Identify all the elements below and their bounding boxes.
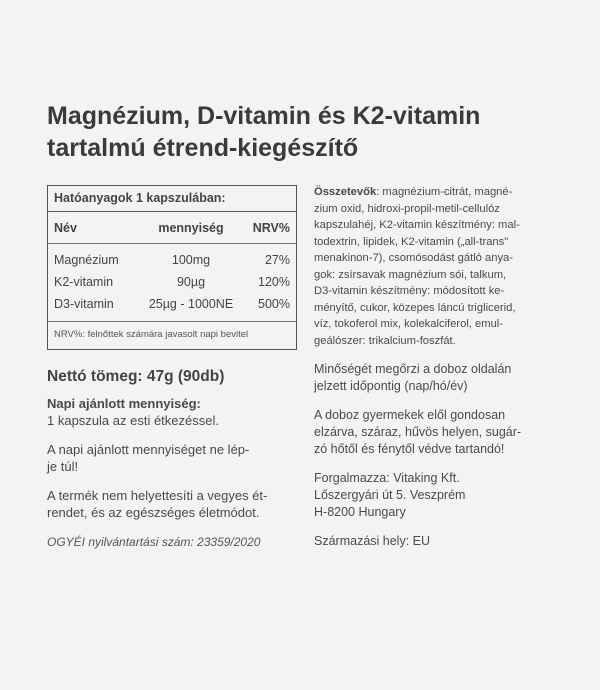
ingredients-line: ményítő, cukor, közepes láncú triglicerid, xyxy=(314,301,516,314)
right-column xyxy=(314,184,559,550)
dose-warning xyxy=(47,441,299,475)
ingredients-line: geálószer: trikalcium-foszfát. xyxy=(314,334,456,347)
dose-warning-line-2: je túl! xyxy=(47,459,79,474)
dose-warning-line-1: A napi ajánlott mennyiséget ne lép- xyxy=(47,442,250,457)
diet-warning-line-2: rendet, és az egészséges életmódot. xyxy=(47,505,260,520)
table-row xyxy=(48,249,296,271)
storage-instructions xyxy=(314,407,559,458)
left-column xyxy=(47,185,299,549)
cell-name: Magnézium xyxy=(54,253,119,267)
column-amount: mennyiség xyxy=(158,221,224,235)
origin: Származási hely: EU xyxy=(314,534,431,548)
ingredients-line: menakinon-7), csomósodást gátló anya- xyxy=(314,252,513,264)
storage-line: A doboz gyermekek elől gondosan xyxy=(314,408,506,422)
cell-nrv: 27% xyxy=(264,253,290,267)
storage-line: zó hőtől és fénytől védve tartandó! xyxy=(314,442,505,456)
table-row xyxy=(48,271,296,293)
best-before-line: jelzett időpontig (nap/hó/év) xyxy=(314,379,468,393)
storage-line: elzárva, száraz, hűvös helyen, sugár- xyxy=(314,425,522,439)
product-title xyxy=(47,100,567,164)
cell-amount: 100mg xyxy=(171,253,211,267)
daily-dose-text: 1 kapszula az esti étkezéssel. xyxy=(47,413,219,428)
diet-warning xyxy=(47,487,299,521)
column-name: Név xyxy=(54,221,77,235)
title-line-2: tartalmú étrend-kiegészítő xyxy=(47,134,359,162)
nutrition-table xyxy=(47,185,297,350)
distributor-line: Forgalmazza: Vitaking Kft. xyxy=(314,471,460,485)
registration-number: OGYÉI nyilvántartási szám: 23359/2020 xyxy=(47,535,261,549)
ingredients-line: gok: zsírsavak magnézium sói, talkum, xyxy=(314,268,507,281)
title-line-1: Magnézium, D-vitamin és K2-vitamin xyxy=(47,102,481,130)
cell-name: K2-vitamin xyxy=(54,275,114,289)
best-before-line: Minőségét megőrzi a doboz oldalán xyxy=(314,362,512,376)
cell-nrv: 500% xyxy=(258,297,290,311)
daily-dose xyxy=(47,395,299,429)
table-row xyxy=(48,293,296,315)
ingredients-line xyxy=(314,184,559,201)
cell-name: D3-vitamin xyxy=(54,297,114,311)
cell-amount: 90µg xyxy=(176,275,206,289)
nutrition-column-headers xyxy=(48,212,296,244)
ingredients-line: víz, tokoferol mix, kolekalciferol, emul- xyxy=(314,318,504,330)
ingredients-line: todextrin, lipidek, K2-vitamin („all-trans" xyxy=(314,235,509,248)
column-nrv: NRV% xyxy=(252,221,290,235)
ingredients-text: : magnézium-citrát, magné- xyxy=(376,186,513,198)
net-weight: Nettó tömeg: 47g (90db) xyxy=(47,368,225,385)
nrv-footnote: NRV%: felnőttek számára javasolt napi bevitel xyxy=(54,329,249,340)
nutrition-header: Hatóanyagok 1 kapszulában: xyxy=(48,186,296,212)
cell-nrv: 120% xyxy=(258,275,290,289)
daily-dose-label: Napi ajánlott mennyiség: xyxy=(47,396,201,411)
cell-amount: 25µg - 1000NE xyxy=(148,297,234,311)
diet-warning-line-1: A termék nem helyettesíti a vegyes ét- xyxy=(47,488,268,503)
ingredients-label: Összetevők xyxy=(314,186,377,198)
ingredients xyxy=(314,184,559,349)
distributor-line: H-8200 Hungary xyxy=(314,505,406,519)
best-before xyxy=(314,361,559,395)
distributor-line: Lőszergyári út 5. Veszprém xyxy=(314,488,466,502)
distributor xyxy=(314,470,559,521)
ingredients-line: kapszulahéj, K2-vitamin készítmény: mal- xyxy=(314,219,520,231)
nutrition-rows xyxy=(48,244,296,322)
ingredients-line: D3-vitamin készítmény: módosított ke- xyxy=(314,285,505,297)
ingredients-line: zium oxid, hidroxi-propil-metil-cellulóz xyxy=(314,202,500,215)
